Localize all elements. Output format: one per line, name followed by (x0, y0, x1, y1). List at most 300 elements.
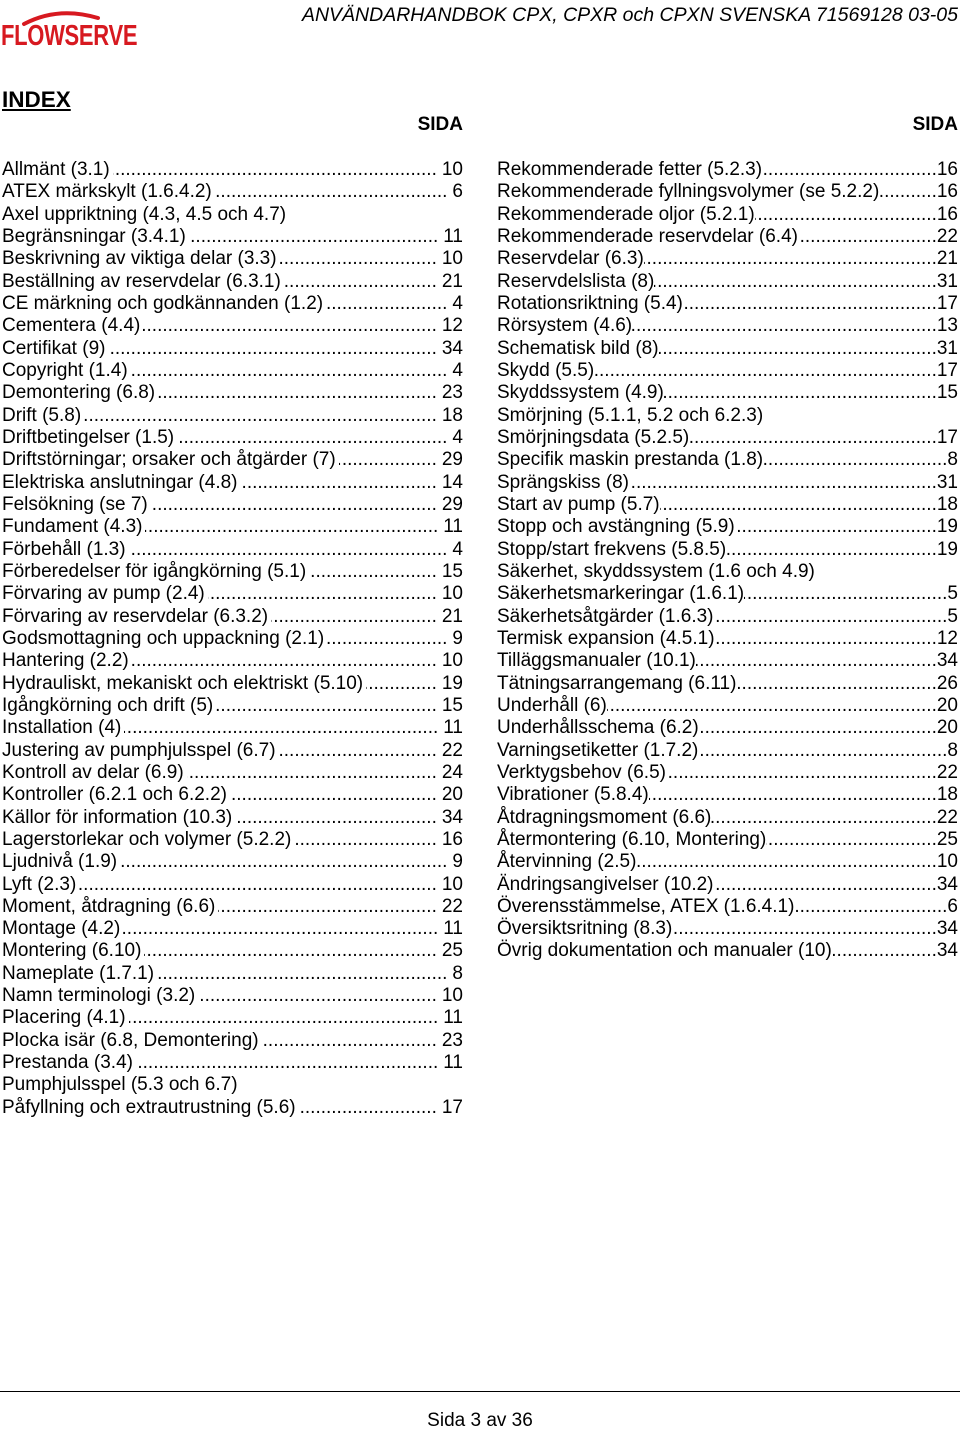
index-entry (2, 271, 463, 293)
index-entry (2, 427, 463, 449)
dot-leader (136, 1052, 438, 1074)
index-entry (497, 293, 958, 315)
index-entry-label: Copyright (1.4) (2, 359, 128, 381)
index-entry-page: 11 (443, 717, 463, 739)
index-entry-page: 21 (936, 248, 958, 270)
dot-leader (879, 181, 937, 203)
index-entry-page: 12 (441, 315, 463, 337)
index-entry (2, 740, 463, 762)
index-entry (2, 606, 463, 628)
index-entry (2, 159, 463, 181)
index-entry-page: 23 (441, 382, 463, 404)
page-number: Sida 3 av 36 (427, 1410, 533, 1431)
index-entry-label: Säkerhetsmarkeringar (1.6.1) (497, 583, 745, 605)
index-entry-page: 8 (452, 962, 463, 984)
index-entry-label: Skydd (5.5) (497, 359, 595, 381)
index-entry (497, 494, 958, 516)
index-entry-page: 22 (936, 806, 958, 828)
index-entry-page: 10 (441, 583, 463, 605)
index-entry-page: 19 (936, 516, 958, 538)
index-entry-page: 19 (441, 672, 463, 694)
dot-leader (294, 829, 437, 851)
right-column-page-header: SIDA (912, 114, 958, 135)
index-entry (2, 985, 463, 1007)
index-entry-label: Igångkörning och drift (5) (2, 694, 214, 716)
index-entry-label: Elektriska anslutningar (4.8) (2, 471, 238, 493)
index-entry-page: 31 (936, 337, 958, 359)
dot-leader (177, 427, 447, 449)
index-entry (497, 159, 958, 181)
index-entry-page: 22 (441, 739, 463, 761)
index-entry-label: Nameplate (1.7.1) (2, 962, 155, 984)
index-entry (2, 449, 463, 471)
index-entry (497, 382, 958, 404)
dot-leader (755, 204, 937, 226)
dot-leader (649, 784, 937, 806)
index-entry-label: Pumphjulsspel (5.3 och 6.7) (2, 1074, 238, 1096)
index-entry (497, 204, 958, 226)
index-entry-label: Reservdelar (6.3) (497, 248, 644, 270)
index-entry-label: Start av pump (5.7) (497, 493, 660, 515)
index-entry (2, 807, 463, 829)
index-entry-page: 20 (936, 717, 958, 739)
index-entry-label: Installation (4) (2, 717, 122, 739)
left-column-page-header: SIDA (417, 114, 463, 135)
index-entry (2, 204, 463, 226)
index-entry-label: Driftstörningar; orsaker och åtgärder (7) (2, 449, 336, 471)
dot-leader (120, 851, 447, 873)
index-entry (2, 382, 463, 404)
index-entry-page: 18 (441, 404, 463, 426)
index-entry-label: Namn terminologi (3.2) (2, 985, 196, 1007)
index-entry-page: 10 (441, 248, 463, 270)
index-entry-label: Förbehåll (1.3) (2, 538, 126, 560)
index-entry (2, 248, 463, 270)
dot-leader (216, 695, 437, 717)
index-entry-page: 23 (441, 1029, 463, 1051)
dot-leader (672, 918, 937, 940)
index-entry (497, 807, 958, 829)
dot-leader (157, 963, 447, 985)
dot-leader (280, 248, 437, 270)
index-entry-label: Återmontering (6.10, Montering) (497, 828, 767, 850)
dot-leader (744, 583, 947, 605)
index-entry-label: Termisk expansion (4.5.1) (497, 627, 715, 649)
dot-leader (715, 628, 937, 650)
index-entry (497, 896, 958, 918)
index-entry (2, 516, 463, 538)
index-entry-page: 10 (441, 159, 463, 180)
index-entry-label: Plocka isär (6.8, Demontering) (2, 1029, 259, 1051)
index-entry-page: 9 (452, 627, 463, 649)
index-entry (497, 181, 958, 203)
index-entry (2, 1097, 463, 1119)
index-entry-label: Drift (5.8) (2, 404, 82, 426)
index-entry-page: 10 (441, 650, 463, 672)
index-entry-label: Rotationsriktning (5.4) (497, 292, 683, 314)
index-entry-label: Rörsystem (4.6) (497, 315, 633, 337)
dot-leader (215, 181, 448, 203)
index-entry-page: 18 (936, 784, 958, 806)
index-entry-page: 31 (936, 471, 958, 493)
dot-leader (714, 874, 937, 896)
index-entry-page: 34 (936, 650, 958, 672)
index-entry-page: 17 (936, 359, 958, 381)
index-entry (2, 181, 463, 203)
dot-leader (766, 829, 937, 851)
dot-leader (326, 293, 447, 315)
dot-leader (143, 315, 437, 337)
index-entry (497, 248, 958, 270)
index-entry-page: 16 (936, 181, 958, 203)
index-entry-label: Skyddssystem (4.9) (497, 382, 664, 404)
index-entry-label: Beskrivning av viktiga delar (3.3) (2, 248, 277, 270)
index-entry-label: Smörjning (5.1.1, 5.2 och 6.2.3) (497, 404, 764, 426)
index-entry (497, 606, 958, 628)
dot-leader (711, 807, 936, 829)
dot-leader (129, 539, 448, 561)
index-entry-page: 14 (441, 471, 463, 493)
index-entry-label: Övrig dokumentation och manualer (10) (497, 940, 832, 962)
index-entry (497, 918, 958, 940)
dot-leader (763, 449, 947, 471)
index-entry (2, 851, 463, 873)
index-entry-label: ATEX märkskylt (1.6.4.2) (2, 181, 212, 203)
dot-leader (230, 784, 437, 806)
dot-leader (594, 360, 937, 382)
index-entry (2, 1030, 463, 1052)
index-entry-page: 22 (936, 225, 958, 247)
index-entry-label: Placering (4.1) (2, 1007, 126, 1029)
dot-leader (123, 918, 438, 940)
index-entry (497, 650, 958, 672)
index-entry-page: 13 (936, 315, 958, 337)
index-entry-page: 18 (936, 493, 958, 515)
dot-leader (339, 449, 437, 471)
index-entry-label: Påfyllning och extrautrustning (5.6) (2, 1096, 296, 1118)
index-entry-page: 22 (441, 895, 463, 917)
index-entry-page: 10 (441, 985, 463, 1007)
index-entry-label: CE märkning och godkännanden (1.2) (2, 292, 324, 314)
index-entry (2, 561, 463, 583)
index-entry-page: 19 (936, 538, 958, 560)
dot-leader (736, 673, 936, 695)
dot-leader (636, 851, 936, 873)
index-entry-label: Driftbetingelser (1.5) (2, 426, 175, 448)
index-entry-label: Smörjningsdata (5.2.5) (497, 426, 690, 448)
dot-leader (113, 159, 437, 181)
index-heading: INDEX (2, 87, 71, 112)
index-entry-page: 11 (443, 225, 463, 247)
index-entry-label: Tilläggsmanualer (10.1) (497, 650, 696, 672)
index-entry-page: 4 (452, 538, 463, 560)
dot-leader (131, 360, 448, 382)
index-entry-page: 4 (452, 426, 463, 448)
index-entry-page: 6 (947, 895, 958, 917)
dot-leader (84, 405, 437, 427)
index-entry (2, 762, 463, 784)
index-entry (2, 1007, 463, 1029)
dot-leader (241, 472, 437, 494)
index-entry-page: 34 (936, 873, 958, 895)
dot-leader (683, 293, 937, 315)
index-entry (497, 315, 958, 337)
index-entry (2, 1052, 463, 1074)
dot-leader (629, 472, 937, 494)
footer-divider (0, 1391, 960, 1392)
index-entry-page: 11 (443, 516, 463, 538)
dot-leader (132, 650, 437, 672)
dot-leader (644, 248, 937, 270)
index-entry-page: 10 (441, 873, 463, 895)
index-entry-label: Underhållsschema (6.2) (497, 717, 699, 739)
index-entry-label: Återvinning (2.5) (497, 851, 637, 873)
dot-leader (664, 382, 937, 404)
index-entry-page: 21 (441, 605, 463, 627)
index-entry-label: Källor för information (10.3) (2, 806, 233, 828)
index-entry-label: Kontroller (6.2.1 och 6.2.2) (2, 784, 227, 806)
dot-leader (660, 494, 937, 516)
index-entry-label: Certifikat (9) (2, 337, 106, 359)
index-entry (497, 427, 958, 449)
index-entry-page: 15 (441, 694, 463, 716)
index-entry (2, 963, 463, 985)
index-entry-page: 8 (947, 739, 958, 761)
index-entry-page: 20 (936, 694, 958, 716)
index-entry-label: Ljudnivå (1.9) (2, 851, 118, 873)
logo-text: FLOWSERVE (1, 18, 138, 52)
index-entry-page: 11 (443, 918, 463, 940)
dot-leader (735, 516, 937, 538)
index-entry (497, 226, 958, 248)
index-list-right (497, 159, 958, 963)
index-entry-label: Lyft (2.3) (2, 873, 77, 895)
index-entry-label: Justering av pumphjulsspel (6.7) (2, 739, 276, 761)
index-entry-label: Vibrationer (5.8.4) (497, 784, 649, 806)
dot-leader (689, 427, 937, 449)
index-entry-label: Ändringsangivelser (10.2) (497, 873, 714, 895)
index-entry (2, 896, 463, 918)
dot-leader (79, 874, 437, 896)
index-entry-label: Förvaring av pump (2.4) (2, 583, 205, 605)
index-entry (2, 650, 463, 672)
index-entry-page: 17 (936, 426, 958, 448)
index-entry (2, 315, 463, 337)
dot-leader (698, 740, 947, 762)
index-entry-page: 34 (936, 918, 958, 940)
index-entry-page: 15 (936, 382, 958, 404)
index-entry (497, 360, 958, 382)
index-entry-page: 21 (441, 270, 463, 292)
dot-leader (262, 1030, 437, 1052)
dot-leader (158, 382, 437, 404)
index-entry (2, 628, 463, 650)
index-entry-page: 25 (441, 940, 463, 962)
index-entry-page: 17 (936, 292, 958, 314)
dot-leader (666, 762, 937, 784)
index-entry-page: 34 (936, 940, 958, 962)
index-entry-label: Hantering (2.2) (2, 650, 129, 672)
index-entry (2, 360, 463, 382)
dot-leader (235, 807, 437, 829)
index-entry-label: Montering (6.10) (2, 940, 142, 962)
dot-leader (284, 271, 437, 293)
index-entry (497, 539, 958, 561)
index-entry-label: Tätningsarrangemang (6.11) (497, 672, 737, 694)
index-entry (2, 539, 463, 561)
dot-leader (607, 695, 937, 717)
index-entry (497, 405, 958, 427)
index-entry (497, 561, 958, 583)
index-entry-label: Säkerhet, skyddssystem (1.6 och 4.9) (497, 560, 815, 582)
index-entry-label: Cementera (4.4) (2, 315, 141, 337)
index-entry-page: 16 (441, 828, 463, 850)
dot-leader (794, 896, 947, 918)
index-entry-label: Montage (4.2) (2, 918, 121, 940)
index-entry (497, 338, 958, 360)
index-entry-label: Stopp/start frekvens (5.8.5) (497, 538, 727, 560)
index-entry-page: 15 (441, 560, 463, 582)
index-entry-page: 29 (441, 449, 463, 471)
index-entry-page: 9 (452, 851, 463, 873)
index-entry-label: Godsmottagning och uppackning (2.1) (2, 627, 325, 649)
index-entry (2, 1074, 463, 1096)
index-entry-label: Lagerstorlekar och volymer (5.2.2) (2, 828, 292, 850)
dot-leader (145, 516, 438, 538)
index-entry-page: 11 (443, 1007, 463, 1029)
dot-leader (189, 226, 438, 248)
index-entry-page: 16 (936, 203, 958, 225)
index-entry (497, 695, 958, 717)
index-entry (2, 338, 463, 360)
flowserve-logo (0, 4, 146, 52)
index-entry (497, 940, 958, 962)
index-entry (497, 829, 958, 851)
dot-leader (208, 583, 437, 605)
index-entry-page: 6 (452, 181, 463, 203)
index-entry (2, 829, 463, 851)
index-entry (497, 784, 958, 806)
dot-leader (327, 628, 447, 650)
dot-leader (108, 338, 436, 360)
index-entry (2, 717, 463, 739)
index-entry-label: Kontroll av delar (6.9) (2, 761, 184, 783)
index-entry-label: Åtdragningsmoment (6.6) (497, 806, 712, 828)
dot-leader (659, 338, 937, 360)
index-entry-label: Specifik maskin prestanda (1.8) (497, 449, 764, 471)
index-entry-label: Reservdelslista (8) (497, 270, 655, 292)
index-entry-page: 17 (441, 1096, 463, 1118)
index-entry (497, 628, 958, 650)
index-entry-label: Schematisk bild (8) (497, 337, 659, 359)
index-entry-label: Rekommenderade fyllningsvolymer (se 5.2.2) (497, 181, 880, 203)
index-entry-label: Sprängskiss (8) (497, 471, 629, 493)
index-entry (497, 516, 958, 538)
dot-leader (144, 940, 436, 962)
dot-leader (696, 650, 937, 672)
index-entry-page: 24 (441, 761, 463, 783)
index-entry (2, 472, 463, 494)
dot-leader (124, 717, 438, 739)
index-entry (497, 717, 958, 739)
index-entry-page: 16 (936, 159, 958, 180)
index-entry-page: 4 (452, 359, 463, 381)
index-entry-label: Felsökning (se 7) (2, 493, 148, 515)
index-entry (2, 293, 463, 315)
index-entry (497, 472, 958, 494)
dot-leader (279, 740, 437, 762)
index-entry (2, 695, 463, 717)
index-entry (2, 918, 463, 940)
dot-leader (654, 271, 937, 293)
index-entry-label: Säkerhetsåtgärder (1.6.3) (497, 605, 714, 627)
index-entry-label: Verktygsbehov (6.5) (497, 761, 666, 783)
dot-leader (726, 539, 937, 561)
document-header-title: ANVÄNDARHANDBOK CPX, CPXR och CPXN SVENSKA 71569128 03-05 (301, 4, 958, 26)
index-entry-label: Moment, åtdragning (6.6) (2, 895, 216, 917)
index-entry-label: Varningsetiketter (1.7.2) (497, 739, 699, 761)
index-list-left (2, 159, 463, 1119)
index-entry (2, 405, 463, 427)
dot-leader (309, 561, 437, 583)
index-entry (2, 226, 463, 248)
index-entry-label: Demontering (6.8) (2, 382, 156, 404)
index-entry-page: 4 (452, 292, 463, 314)
index-entry-page: 12 (936, 627, 958, 649)
index-entry (2, 784, 463, 806)
dot-leader (714, 606, 948, 628)
index-entry-label: Begränsningar (3.4.1) (2, 225, 186, 247)
dot-leader (762, 159, 937, 181)
index-entry-page: 10 (936, 851, 958, 873)
index-entry-label: Förberedelser för igångkörning (5.1) (2, 560, 307, 582)
dot-leader (129, 1007, 439, 1029)
index-entry-label: Beställning av reservdelar (6.3.1) (2, 270, 281, 292)
dot-leader (699, 717, 937, 739)
index-entry-label: Rekommenderade oljor (5.2.1) (497, 203, 755, 225)
index-entry (2, 940, 463, 962)
index-entry-page: 34 (441, 337, 463, 359)
index-entry (2, 874, 463, 896)
index-entry-label: Axel uppriktning (4.3, 4.5 och 4.7) (2, 203, 287, 225)
dot-leader (151, 494, 437, 516)
index-entry (497, 851, 958, 873)
index-entry-page: 29 (441, 493, 463, 515)
index-entry-label: Överensstämmelse, ATEX (1.6.4.1) (497, 895, 795, 917)
index-entry-page: 31 (936, 270, 958, 292)
index-entry (497, 874, 958, 896)
index-entry (497, 449, 958, 471)
index-entry (2, 583, 463, 605)
dot-leader (632, 315, 937, 337)
index-entry (2, 673, 463, 695)
dot-leader (218, 896, 437, 918)
dot-leader (366, 673, 437, 695)
index-entry-label: Översiktsritning (8.3) (497, 918, 673, 940)
index-entry-label: Fundament (4.3) (2, 516, 143, 538)
index-entry (497, 271, 958, 293)
index-entry-label: Allmänt (3.1) (2, 159, 110, 180)
index-entry-label: Förvaring av reservdelar (6.3.2) (2, 605, 269, 627)
dot-leader (198, 985, 437, 1007)
index-entry (497, 740, 958, 762)
index-entry-label: Rekommenderade fetter (5.2.3) (497, 159, 763, 180)
index-entry-label: Rekommenderade reservdelar (6.4) (497, 225, 798, 247)
index-entry (497, 673, 958, 695)
index-entry (497, 762, 958, 784)
index-entry-label: Underhåll (6) (497, 694, 607, 716)
index-entry (497, 583, 958, 605)
